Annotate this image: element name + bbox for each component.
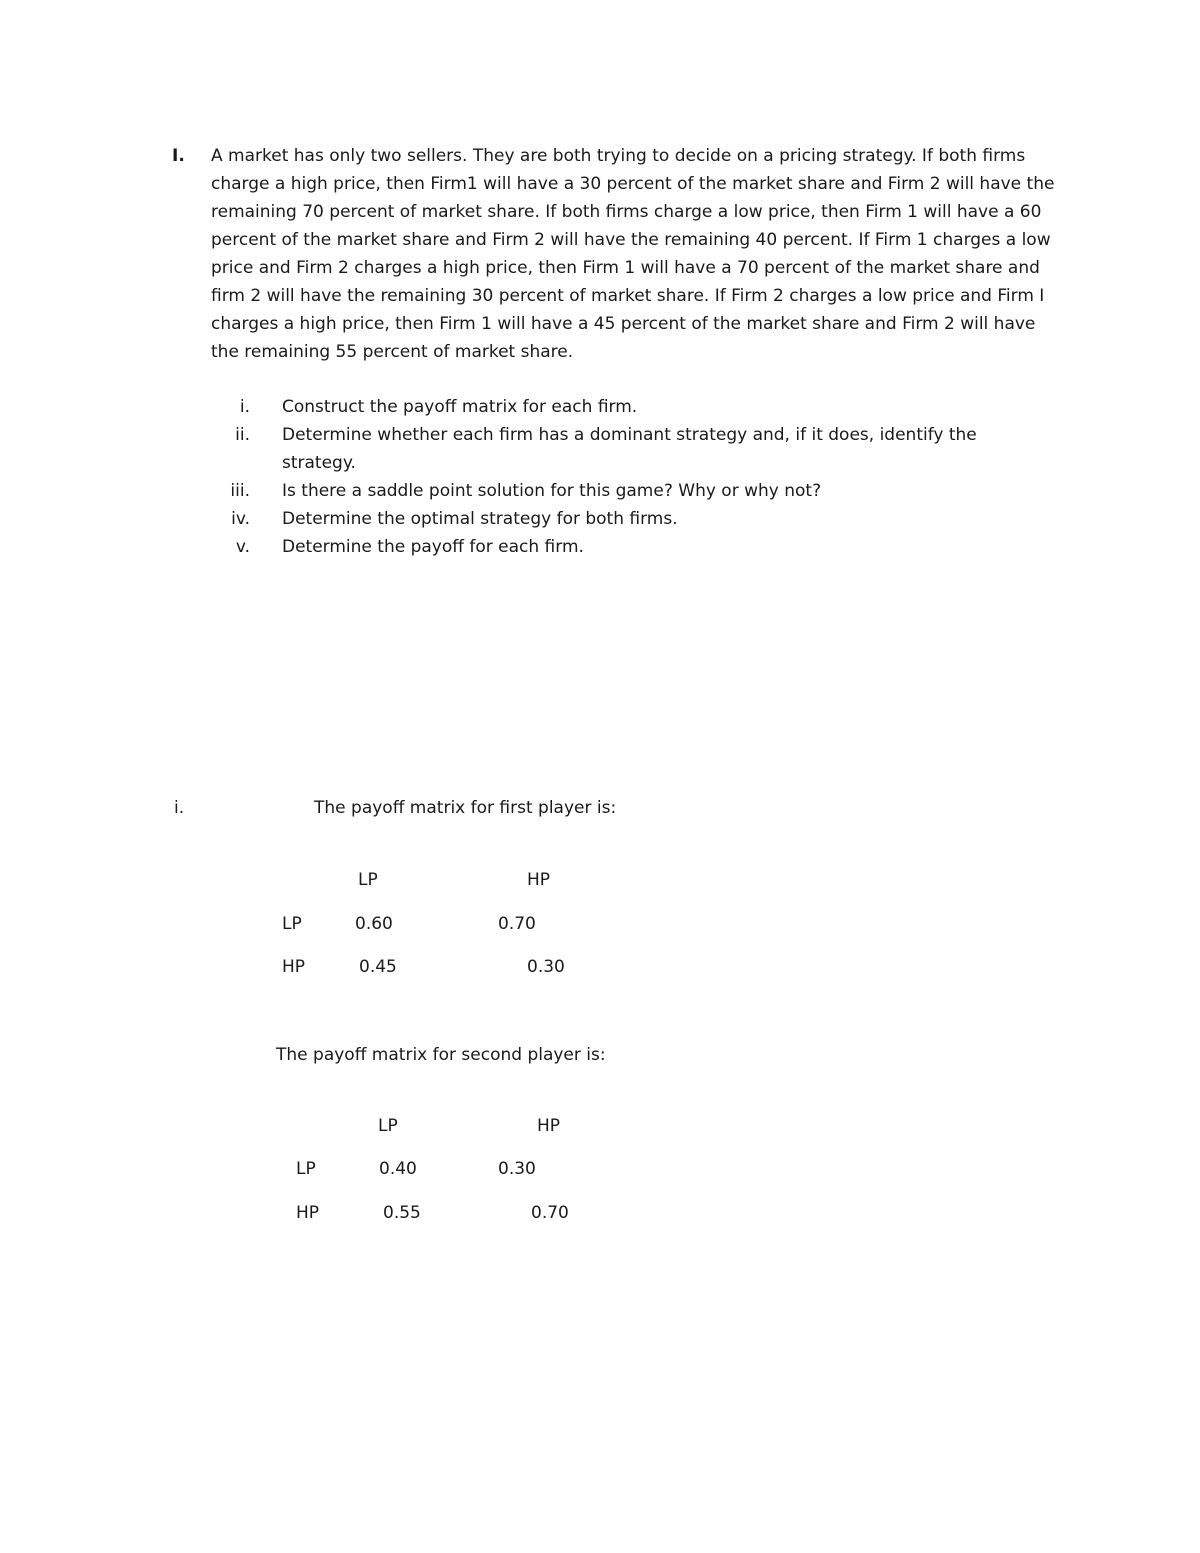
matrix1-cell: 0.70 [498,914,536,934]
matrix2-cell: 0.40 [379,1159,417,1179]
sub-question-list [200,393,1020,561]
matrix2-row-label-hp: HP [296,1203,320,1223]
answer-label: i. [174,798,185,818]
matrix2-title: The payoff matrix for second player is: [276,1045,606,1065]
sub-question-label: i. [239,397,250,417]
matrix2-col-header-lp: LP [378,1116,398,1136]
matrix1-row-label-hp: HP [282,957,306,977]
matrix1-col-header-hp: HP [527,870,551,890]
matrix2-cell: 0.30 [498,1159,536,1179]
matrix1-cell: 0.45 [359,957,397,977]
sub-question-label: ii. [235,425,250,445]
sub-question-text: Construct the payoff matrix for each firm. [282,397,638,417]
sub-question [200,533,1020,561]
sub-question-label: iv. [231,509,250,529]
sub-question-text: Determine the payoff for each firm. [282,537,584,557]
sub-question-label: iii. [230,481,250,501]
question-text: A market has only two sellers. They are both trying to decide on a pricing strategy. If both firms charge a high price, then Firm1 will have a 30 percent of the market share and Firm 2 will have the remaining 70 percent of market share. If both firms charge a low price, then Firm 1 will have a 60 percent of the market share and Firm 2 will have the remaining 40 percent. If Firm 1 charges a low price and Firm 2 charges a high price, then Firm 1 will have a 70 percent of the market share and firm 2 will have the remaining 30 percent of market share. If Firm 2 charges a low price and Firm I charges a high price, then Firm 1 will have a 45 percent of the market share and Firm 2 will have the remaining 55 percent of market share. [211,146,1055,362]
sub-question [200,393,1020,421]
sub-question-text: Is there a saddle point solution for this game? Why or why not? [282,481,822,501]
matrix1-cell: 0.60 [355,914,393,934]
matrix1-col-header-lp: LP [358,870,378,890]
question-number: I. [172,146,185,166]
sub-question-text: Determine the optimal strategy for both firms. [282,509,678,529]
matrix2-cell: 0.70 [531,1203,569,1223]
matrix1-cell: 0.30 [527,957,565,977]
matrix1-row-label-lp: LP [282,914,302,934]
sub-question-text: Determine whether each firm has a dominant strategy and, if it does, identify the strategy. [282,425,977,473]
matrix2-row-label-lp: LP [296,1159,316,1179]
sub-question [200,505,1020,533]
sub-question [200,477,1020,505]
sub-question [200,421,1020,477]
matrix2-col-header-hp: HP [537,1116,561,1136]
matrix1-title: The payoff matrix for first player is: [314,798,617,818]
sub-question-label: v. [235,537,250,557]
matrix2-cell: 0.55 [383,1203,421,1223]
